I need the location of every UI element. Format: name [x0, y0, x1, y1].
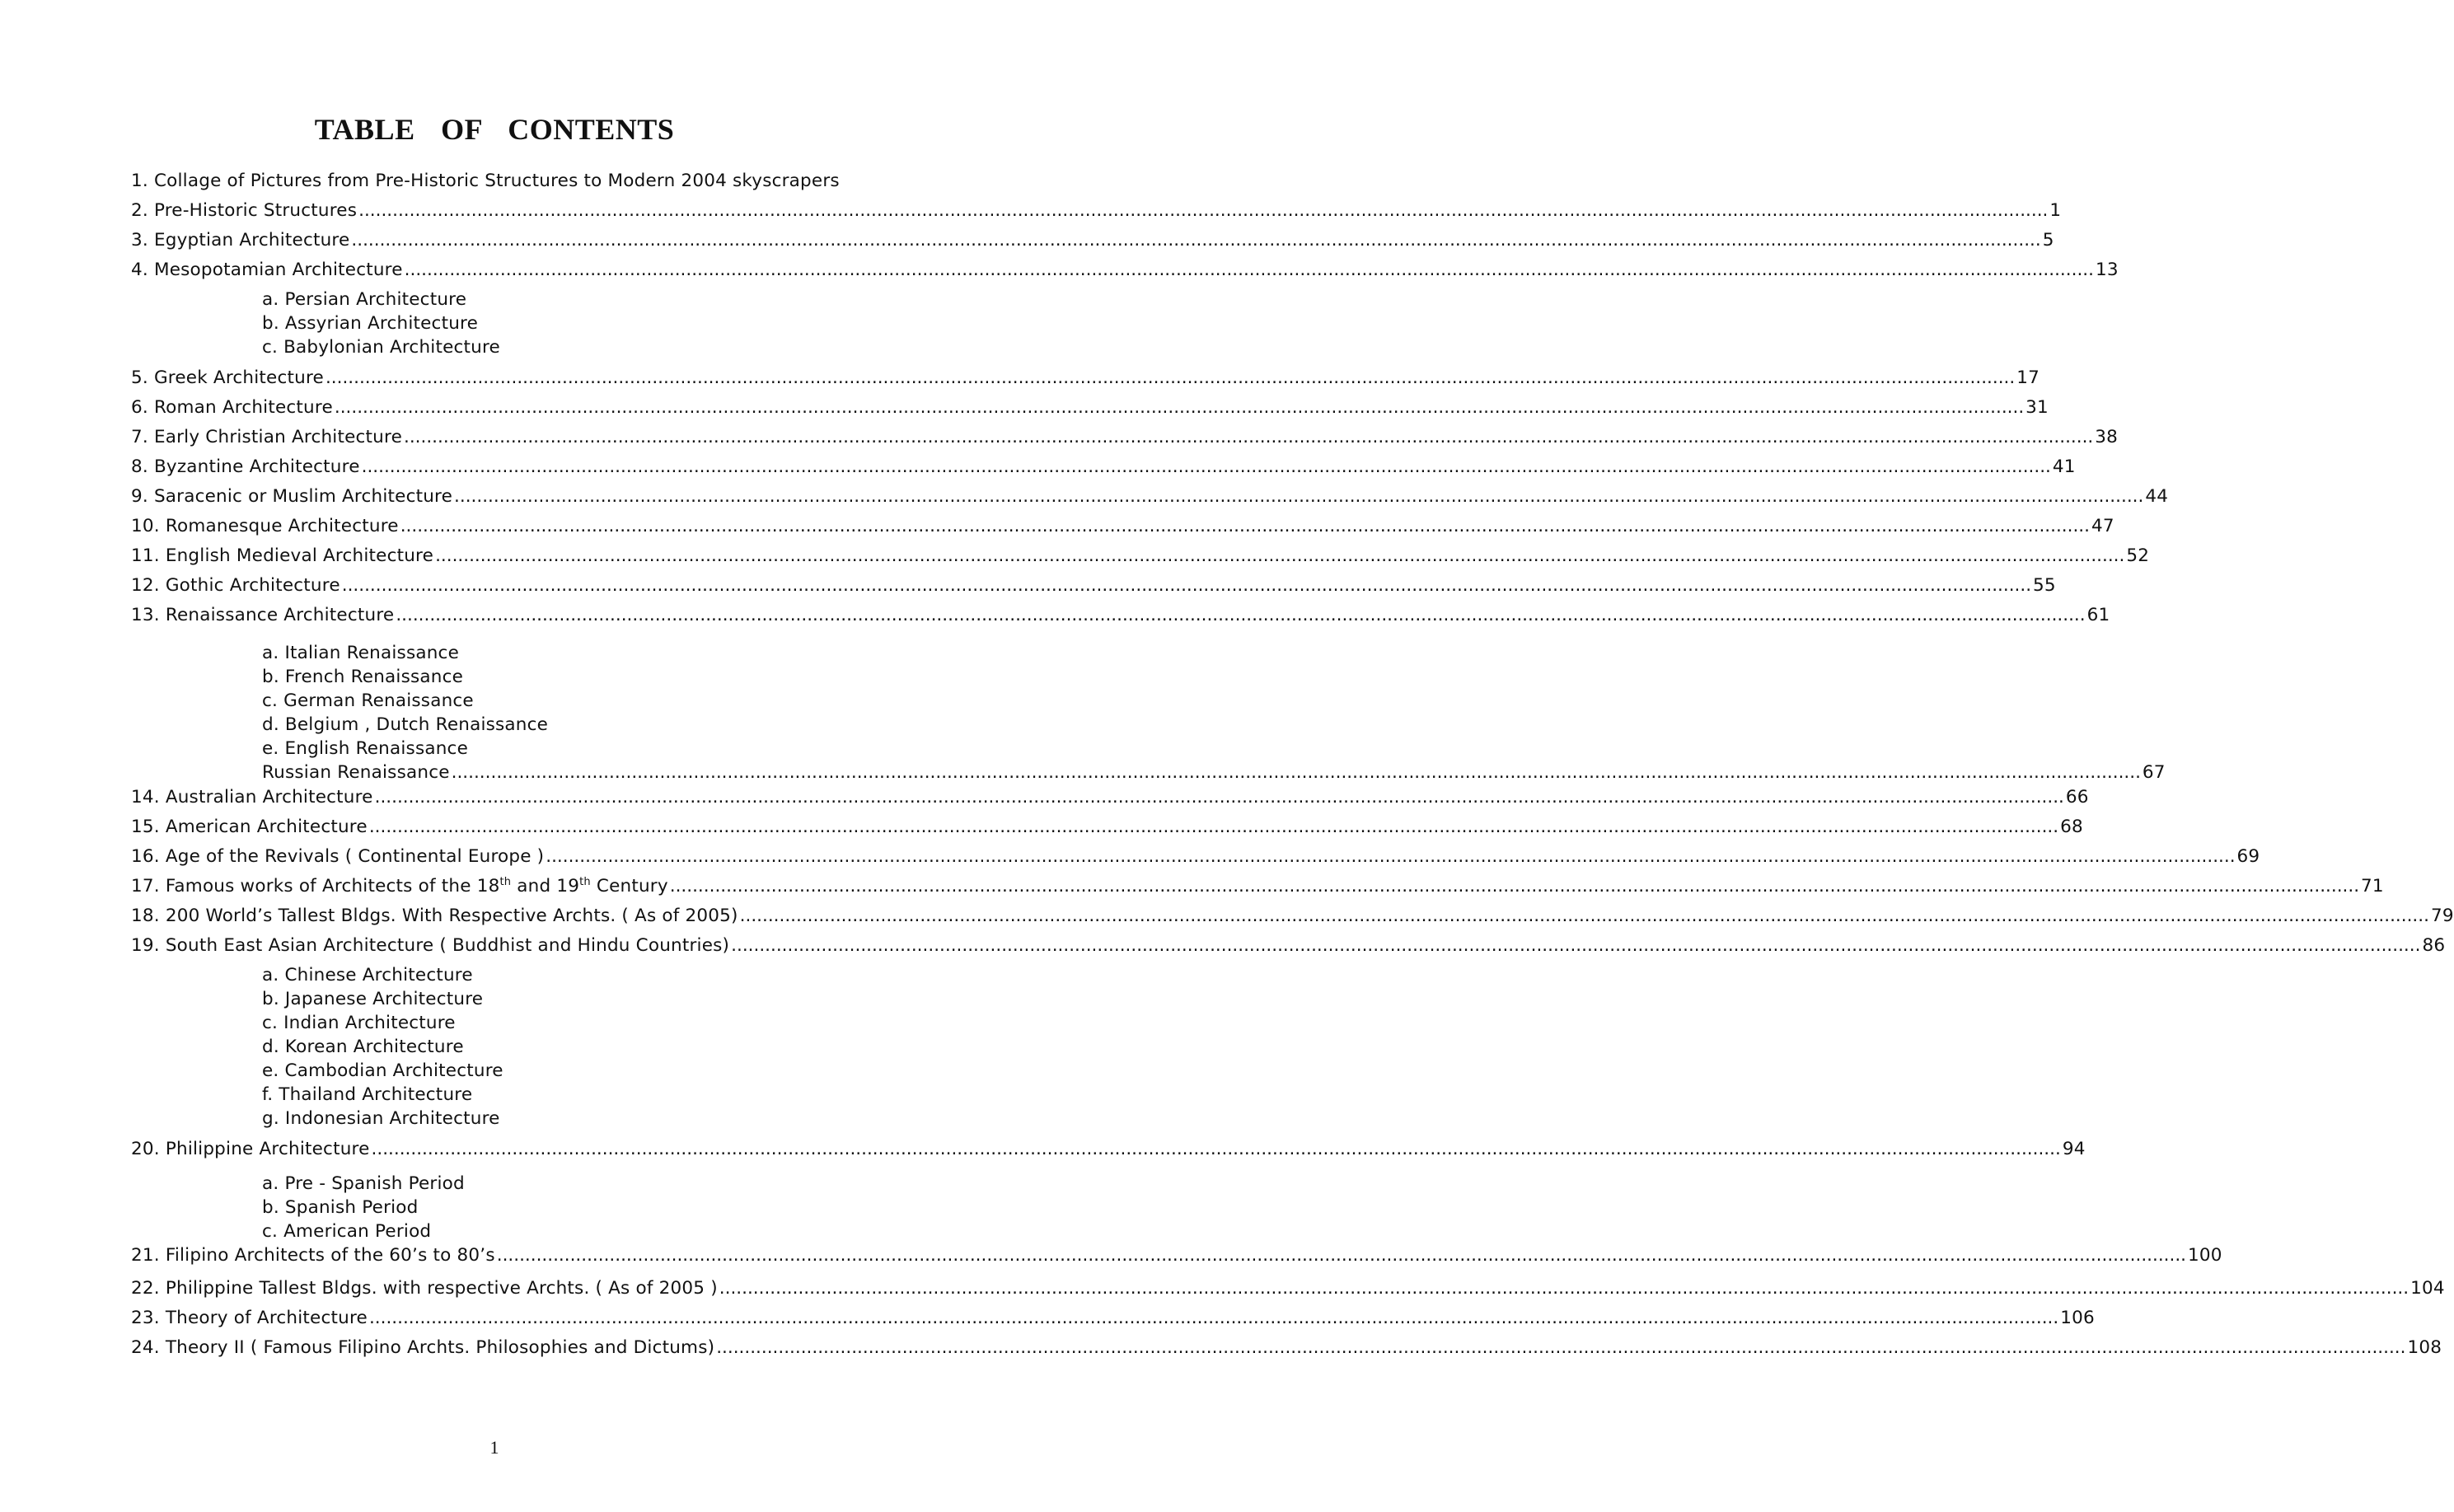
toc-entry-title: 23. Theory of Architecture — [131, 1308, 368, 1328]
toc-entry-title: 5. Greek Architecture — [131, 367, 324, 388]
leader-dots: ............................................................................................................................................................................................................................................................................................................ — [731, 935, 2421, 956]
toc-entry-3 — [131, 229, 2054, 252]
leader-dots: ............................................................................................................................................................................................................................................................................................................ — [404, 427, 2094, 447]
toc-entry-9 — [131, 485, 2169, 508]
toc-subentry-19g: g. Indonesian Architecture — [262, 1108, 500, 1129]
toc-page-number: 104 — [2410, 1278, 2445, 1299]
toc-subentry-20a: a. Pre - Spanish Period — [262, 1173, 465, 1194]
toc-entry-title: 24. Theory II ( Famous Filipino Archts. Philosophies and Dictums) — [131, 1337, 715, 1358]
toc-subentry-13d: d. Belgium , Dutch Renaissance — [262, 714, 549, 735]
toc-subentry-19f: f. Thailand Architecture — [262, 1084, 473, 1105]
toc-page-number: 69 — [2236, 846, 2260, 867]
leader-dots: ............................................................................................................................................................................................................................................................................................................ — [368, 817, 2059, 837]
leader-dots: ............................................................................................................................................................................................................................................................................................................ — [361, 456, 2051, 477]
toc-page-number: 5 — [2042, 230, 2054, 250]
toc-page-number: 13 — [2095, 260, 2119, 280]
toc-entry-5 — [131, 367, 2040, 390]
leader-dots: ............................................................................................................................................................................................................................................................................................................ — [435, 545, 2125, 566]
toc-page-number: 79 — [2430, 906, 2454, 926]
toc-entry-title: 6. Roman Architecture — [131, 397, 333, 418]
toc-page-number: 52 — [2126, 545, 2150, 566]
toc-page-number: 61 — [2086, 605, 2110, 625]
toc-entry-12 — [131, 574, 2056, 597]
leader-dots: ............................................................................................................................................................................................................................................................................................................ — [669, 876, 2360, 896]
leader-dots: ............................................................................................................................................................................................................................................................................................................ — [351, 230, 2041, 250]
leader-dots: ............................................................................................................................................................................................................................................................................................................ — [404, 260, 2094, 280]
toc-subentry-19c: c. Indian Architecture — [262, 1013, 456, 1033]
toc-entry-15 — [131, 816, 2083, 839]
toc-entry-21 — [131, 1244, 2222, 1267]
leader-dots: ............................................................................................................................................................................................................................................................................................................ — [400, 516, 2090, 536]
toc-page-number: 106 — [2060, 1308, 2095, 1328]
toc-entry-title: 19. South East Asian Architecture ( Buddhist and Hindu Countries) — [131, 935, 730, 956]
toc-subentry-13c: c. German Renaissance — [262, 690, 474, 711]
toc-subentry-19b: b. Japanese Architecture — [262, 989, 484, 1009]
leader-dots: ............................................................................................................................................................................................................................................................................................................ — [716, 1337, 2406, 1358]
toc-entry-title: 16. Age of the Revivals ( Continental Europe ) — [131, 846, 545, 867]
toc-subentry-20b: b. Spanish Period — [262, 1197, 419, 1218]
leader-dots: ............................................................................................................................................................................................................................................................................................................ — [496, 1245, 2187, 1266]
toc-entry-17 — [131, 875, 2384, 898]
toc-subentry-4a: a. Persian Architecture — [262, 289, 467, 310]
toc-subentry-13f — [262, 761, 2166, 784]
leader-dots: ............................................................................................................................................................................................................................................................................................................ — [454, 486, 2144, 507]
toc-entry-title: 10. Romanesque Architecture — [131, 516, 399, 536]
toc-entry-title: 22. Philippine Tallest Bldgs. with respective Archts. ( As of 2005 ) — [131, 1278, 718, 1299]
toc-entry-title: Russian Renaissance — [262, 762, 450, 783]
toc-entry-4 — [131, 259, 2119, 282]
toc-entry-title: 7. Early Christian Architecture — [131, 427, 402, 447]
leader-dots: ............................................................................................................................................................................................................................................................................................................ — [358, 200, 2049, 221]
leader-dots: ............................................................................................................................................................................................................................................................................................................ — [325, 367, 2016, 388]
leader-dots: ............................................................................................................................................................................................................................................................................................................ — [371, 1139, 2061, 1159]
toc-entry-19 — [131, 934, 2446, 957]
toc-entry-16 — [131, 845, 2260, 868]
leader-dots: ............................................................................................................................................................................................................................................................................................................ — [334, 397, 2025, 418]
toc-entry-title: 21. Filipino Architects of the 60’s to 80’s — [131, 1245, 495, 1266]
toc-page-number: 66 — [2065, 787, 2089, 807]
leader-dots: ............................................................................................................................................................................................................................................................................................................ — [374, 787, 2064, 807]
toc-entry-11 — [131, 545, 2150, 568]
leader-dots: ............................................................................................................................................................................................................................................................................................................ — [341, 575, 2032, 596]
toc-entry-14 — [131, 786, 2089, 809]
toc-entry-20 — [131, 1138, 2086, 1161]
toc-page-number: 71 — [2361, 876, 2384, 896]
toc-subentry-19d: d. Korean Architecture — [262, 1037, 464, 1057]
toc-entry-10 — [131, 515, 2114, 538]
toc-entry-title: 15. American Architecture — [131, 817, 368, 837]
toc-entry-title: 9. Saracenic or Muslim Architecture — [131, 486, 453, 507]
toc-subentry-13e: e. English Renaissance — [262, 738, 468, 759]
toc-entry-title: 13. Renaissance Architecture — [131, 605, 395, 625]
toc-page-number: 17 — [2016, 367, 2040, 388]
toc-page-number: 67 — [2142, 762, 2166, 783]
toc-subentry-13b: b. French Renaissance — [262, 667, 464, 687]
toc-entry-title: 8. Byzantine Architecture — [131, 456, 360, 477]
toc-subentry-20c: c. American Period — [262, 1221, 432, 1242]
toc-entry-title: 3. Egyptian Architecture — [131, 230, 350, 250]
toc-entry-18 — [131, 905, 2454, 928]
toc-entry-title: 20. Philippine Architecture — [131, 1139, 370, 1159]
toc-page-number: 68 — [2060, 817, 2083, 837]
toc-entry-22 — [131, 1277, 2445, 1300]
toc-entry-7 — [131, 426, 2119, 449]
page-title: TABLE OF CONTENTS — [314, 113, 675, 146]
toc-entry-title: 18. 200 World’s Tallest Bldgs. With Respective Archts. ( As of 2005) — [131, 906, 738, 926]
toc-page-number: 1 — [2049, 200, 2062, 221]
toc-entry-title: 2. Pre-Historic Structures — [131, 200, 358, 221]
toc-entry-24 — [131, 1336, 2442, 1360]
toc-page-number: 38 — [2095, 427, 2119, 447]
leader-dots: ............................................................................................................................................................................................................................................................................................................ — [739, 906, 2429, 926]
toc-subentry-4c: c. Babylonian Architecture — [262, 337, 500, 358]
toc-entry-title: 4. Mesopotamian Architecture — [131, 260, 403, 280]
toc-entry-title: 14. Australian Architecture — [131, 787, 373, 807]
toc-entry-title: 17. Famous works of Architects of the 18th and 19th Century — [131, 875, 668, 896]
page-number: 1 — [489, 1437, 499, 1458]
toc-page-number: 108 — [2407, 1337, 2442, 1358]
toc-entry-title: 12. Gothic Architecture — [131, 575, 340, 596]
toc-page-number: 44 — [2145, 486, 2169, 507]
toc-page-number: 86 — [2422, 935, 2446, 956]
toc-entry-8 — [131, 456, 2076, 479]
toc-page-number: 55 — [2033, 575, 2056, 596]
leader-dots: ............................................................................................................................................................................................................................................................................................................ — [396, 605, 2086, 625]
toc-entry-1: 1. Collage of Pictures from Pre-Historic Structures to Modern 2004 skyscrapers — [131, 171, 840, 191]
toc-entry-6 — [131, 396, 2049, 419]
leader-dots: ............................................................................................................................................................................................................................................................................................................ — [546, 846, 2236, 867]
toc-subentry-4b: b. Assyrian Architecture — [262, 313, 479, 334]
leader-dots: ............................................................................................................................................................................................................................................................................................................ — [451, 762, 2141, 783]
toc-subentry-13a: a. Italian Renaissance — [262, 643, 459, 663]
toc-page-number: 94 — [2062, 1139, 2086, 1159]
toc-entry-2 — [131, 199, 2062, 222]
leader-dots: ............................................................................................................................................................................................................................................................................................................ — [719, 1278, 2410, 1299]
toc-page-number: 47 — [2091, 516, 2114, 536]
toc-page-number: 100 — [2188, 1245, 2222, 1266]
leader-dots: ............................................................................................................................................................................................................................................................................................................ — [368, 1308, 2059, 1328]
toc-entry-23 — [131, 1307, 2095, 1330]
toc-subentry-19e: e. Cambodian Architecture — [262, 1060, 503, 1081]
toc-page-number: 31 — [2025, 397, 2049, 418]
toc-entry-title: 11. English Medieval Architecture — [131, 545, 434, 566]
toc-entry-13 — [131, 604, 2110, 627]
toc-subentry-19a: a. Chinese Architecture — [262, 965, 473, 985]
toc-page-number: 41 — [2052, 456, 2076, 477]
